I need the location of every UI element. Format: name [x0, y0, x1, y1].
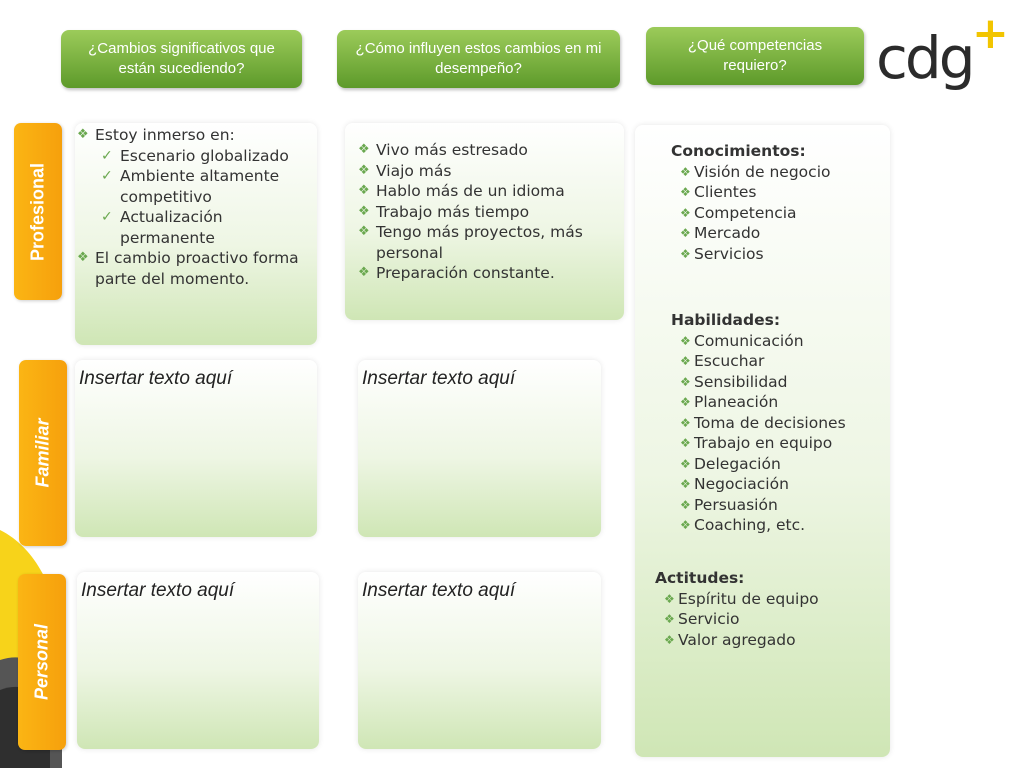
list-item: ❖ Clientes [680, 183, 757, 201]
list-item: ✓ Actualización permanente [101, 208, 223, 247]
diamond-bullet-icon: ❖ [680, 333, 691, 348]
list-item: ❖ Persuasión [680, 495, 778, 514]
diamond-bullet-icon: ❖ [680, 205, 691, 220]
header-influyen-label: ¿Cómo influyen estos cambios en mi desempeño? [355, 40, 602, 77]
diamond-bullet-icon: ❖ [680, 354, 691, 368]
habilidades-section [671, 310, 886, 536]
logo-plus: + [972, 8, 1009, 59]
diamond-bullet-icon: ❖ [680, 185, 691, 199]
list-item: ❖ Coaching, etc. [680, 516, 806, 534]
list-item: ✓ Ambiente altamente competitivo [101, 167, 280, 206]
row-label-profesional-text: Profesional [27, 162, 48, 261]
logo-text: cdg [876, 24, 973, 92]
diamond-bullet-icon: ❖ [680, 497, 691, 512]
diamond-bullet-icon: ❖ [77, 250, 89, 265]
placeholder-text[interactable]: Insertar texto aquí [79, 368, 233, 389]
list-item: ❖ Sensibilidad [680, 372, 788, 391]
list-item: ❖ Toma de decisiones [680, 413, 846, 432]
list-item: ✓ Escenario globalizado [101, 146, 289, 165]
diamond-bullet-icon: ❖ [358, 265, 370, 280]
placeholder-text[interactable]: Insertar texto aquí [81, 580, 235, 601]
check-icon: ✓ [101, 209, 113, 225]
conocimientos-title: Conocimientos: [671, 142, 806, 160]
list-item: ❖ Valor agregado [664, 630, 796, 649]
personal-influyen-box[interactable] [358, 572, 601, 749]
list-item: ❖ Negociación [680, 475, 789, 493]
diamond-bullet-icon: ❖ [77, 127, 89, 142]
list-item: ❖ Escuchar [680, 352, 765, 370]
diamond-bullet-icon: ❖ [358, 142, 370, 157]
diamond-bullet-icon: ❖ [358, 183, 370, 198]
list-item: ❖ Estoy inmerso en: [77, 126, 235, 144]
diamond-bullet-icon: ❖ [680, 518, 691, 532]
header-competencias-label: ¿Qué competencias requiero? [687, 37, 823, 74]
row-label-personal-text: Personal [31, 623, 52, 701]
conocimientos-section [671, 141, 886, 264]
list-item: ❖ Trabajo en equipo [680, 434, 833, 452]
diamond-bullet-icon: ❖ [680, 436, 691, 450]
diamond-bullet-icon: ❖ [680, 456, 691, 471]
profesional-cambios-box [75, 123, 317, 345]
diamond-bullet-icon: ❖ [358, 203, 370, 219]
list-item: ❖ Trabajo más tiempo [358, 202, 530, 221]
check-icon: ✓ [101, 168, 113, 184]
list-item: ❖ Viajo más [358, 161, 452, 180]
row-label-personal [18, 574, 66, 750]
list-item: ❖ Mercado [680, 224, 761, 242]
diamond-bullet-icon: ❖ [358, 224, 370, 239]
actitudes-section [655, 568, 885, 650]
list-item: ❖ Servicios [680, 244, 764, 263]
list-item: ❖ Comunicación [680, 331, 804, 350]
header-cambios-label: ¿Cambios significativos que están sucediendo? [88, 40, 275, 77]
diamond-bullet-icon: ❖ [680, 226, 691, 240]
list-item: ❖ Competencia [680, 203, 797, 222]
row-label-familiar-text: Familiar [32, 418, 53, 488]
diamond-bullet-icon: ❖ [664, 612, 675, 626]
list-item: ❖ Visión de negocio [680, 162, 831, 181]
personal-cambios-box[interactable] [77, 572, 319, 749]
familiar-cambios-box[interactable] [75, 360, 317, 537]
row-label-profesional [14, 123, 62, 300]
row-label-familiar [19, 360, 67, 546]
familiar-influyen-box[interactable] [358, 360, 601, 537]
diamond-bullet-icon: ❖ [664, 591, 675, 606]
diamond-bullet-icon: ❖ [680, 164, 691, 179]
diamond-bullet-icon: ❖ [680, 415, 691, 430]
actitudes-title: Actitudes: [655, 569, 745, 587]
list-item: ❖ Preparación constante. [358, 264, 555, 282]
list-item: ❖ Planeación [680, 393, 779, 411]
cdg-logo [876, 8, 1009, 94]
header-cambios [61, 30, 302, 88]
list-item: ❖ Vivo más estresado [358, 141, 528, 159]
header-competencias [646, 27, 864, 85]
header-influyen [337, 30, 620, 88]
diamond-bullet-icon: ❖ [680, 374, 691, 389]
list-item: ❖ Hablo más de un idioma [358, 182, 565, 200]
list-item: ❖ El cambio proactivo forma parte del momento. [77, 249, 299, 288]
competencias-box [635, 125, 890, 757]
placeholder-text[interactable]: Insertar texto aquí [362, 368, 516, 389]
habilidades-title: Habilidades: [671, 311, 781, 329]
list-item: ❖ Servicio [664, 610, 740, 628]
profesional-influyen-box [345, 123, 624, 320]
placeholder-text[interactable]: Insertar texto aquí [362, 580, 516, 601]
diamond-bullet-icon: ❖ [680, 477, 691, 491]
list-item: ❖ Tengo más proyectos, más personal [358, 223, 583, 262]
list-item: ❖ Espíritu de equipo [664, 589, 819, 608]
check-icon: ✓ [101, 147, 113, 164]
diamond-bullet-icon: ❖ [680, 395, 691, 409]
diamond-bullet-icon: ❖ [664, 632, 675, 647]
diamond-bullet-icon: ❖ [358, 162, 370, 178]
list-item: ❖ Delegación [680, 454, 781, 473]
diamond-bullet-icon: ❖ [680, 246, 691, 261]
